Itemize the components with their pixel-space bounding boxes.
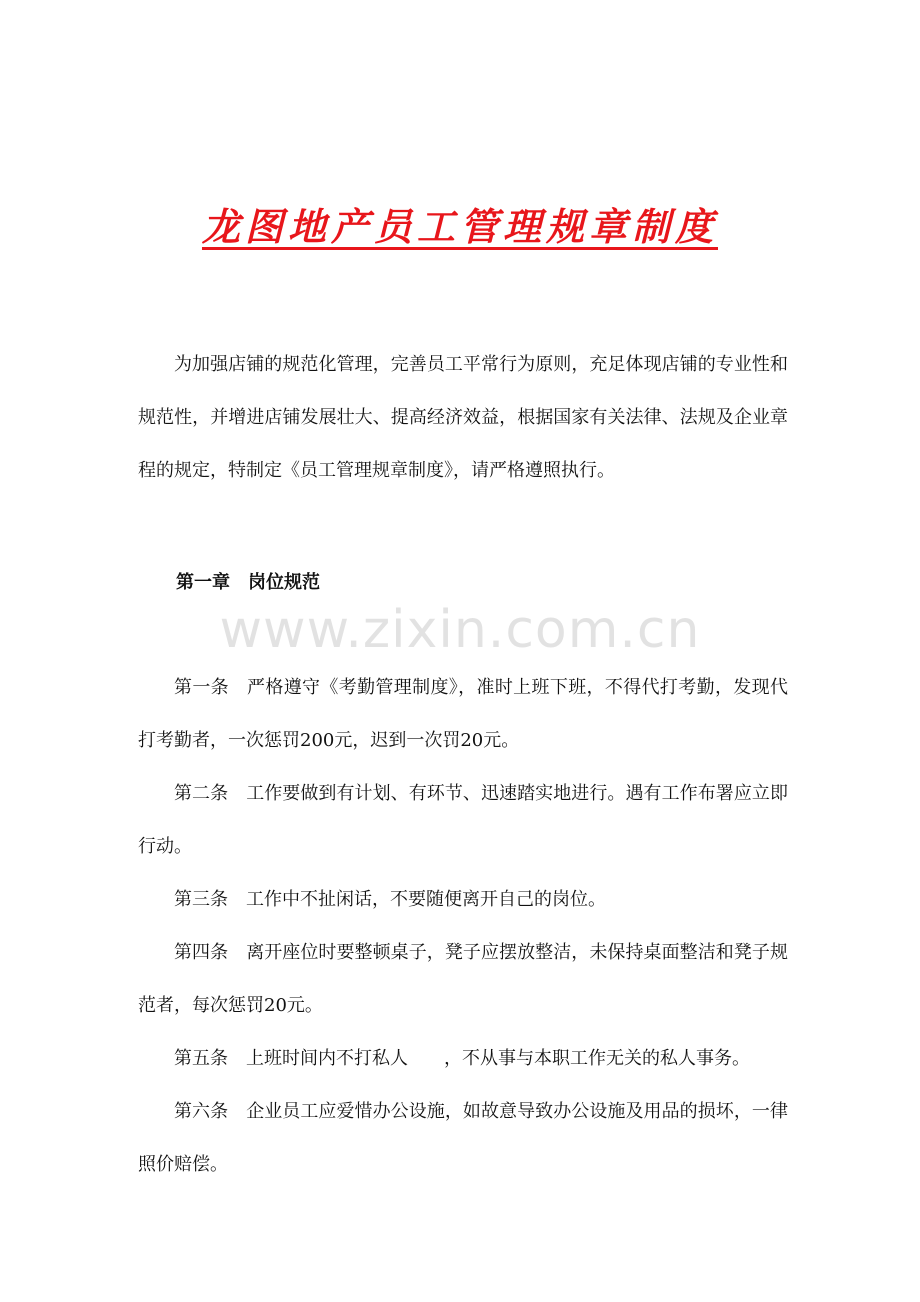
article-item	[138, 767, 788, 873]
article-text: 企业员工应爱惜办公设施，如故意导致办公设施及用品的损坏，一律照价赔偿。	[138, 1101, 788, 1175]
article-text: 工作要做到有计划、有环节、迅速踏实地进行。遇有工作布署应立即行动。	[138, 783, 788, 857]
article-text: 严格遵守《考勤管理制度》，准时上班下班，不得代打考勤，发现代打考勤者，一次惩罚200元，迟到一次罚20元。	[138, 677, 788, 751]
chapter-name: 岗位规范	[248, 572, 320, 593]
article-item	[138, 926, 788, 1032]
article-label: 第二条	[174, 783, 229, 804]
article-label: 第一条	[174, 677, 230, 698]
article-label: 第五条	[174, 1048, 228, 1069]
intro-paragraph: 为加强店铺的规范化管理，完善员工平常行为原则，充足体现店铺的专业性和规范性，并增进店铺发展壮大、提高经济效益，根据国家有关法律、法规及企业章程的规定，特制定《员工管理规章制度》，请严格遵照执行。	[138, 354, 788, 481]
article-label: 第四条	[174, 942, 229, 963]
article-text: 上班时间内不打私人 ，不从事与本职工作无关的私人事务。	[246, 1048, 750, 1069]
article-label: 第六条	[174, 1101, 229, 1122]
article-item	[138, 1085, 788, 1191]
chapter-number: 第一章	[176, 572, 230, 593]
document-title: 龙图地产员工管理规章制度	[201, 205, 718, 249]
intro-section	[138, 338, 788, 497]
article-text: 工作中不扯闲话，不要随便离开自己的岗位。	[246, 889, 606, 910]
chapter-heading	[176, 568, 320, 594]
article-item	[138, 661, 788, 767]
article-item	[138, 873, 788, 926]
articles-section	[138, 661, 788, 1191]
article-label: 第三条	[174, 889, 228, 910]
watermark: www.zixin.com.cn	[219, 600, 701, 660]
article-item	[138, 1032, 788, 1085]
article-text: 离开座位时要整顿桌子，凳子应摆放整洁，未保持桌面整洁和凳子规范者，每次惩罚20元。	[138, 942, 788, 1016]
